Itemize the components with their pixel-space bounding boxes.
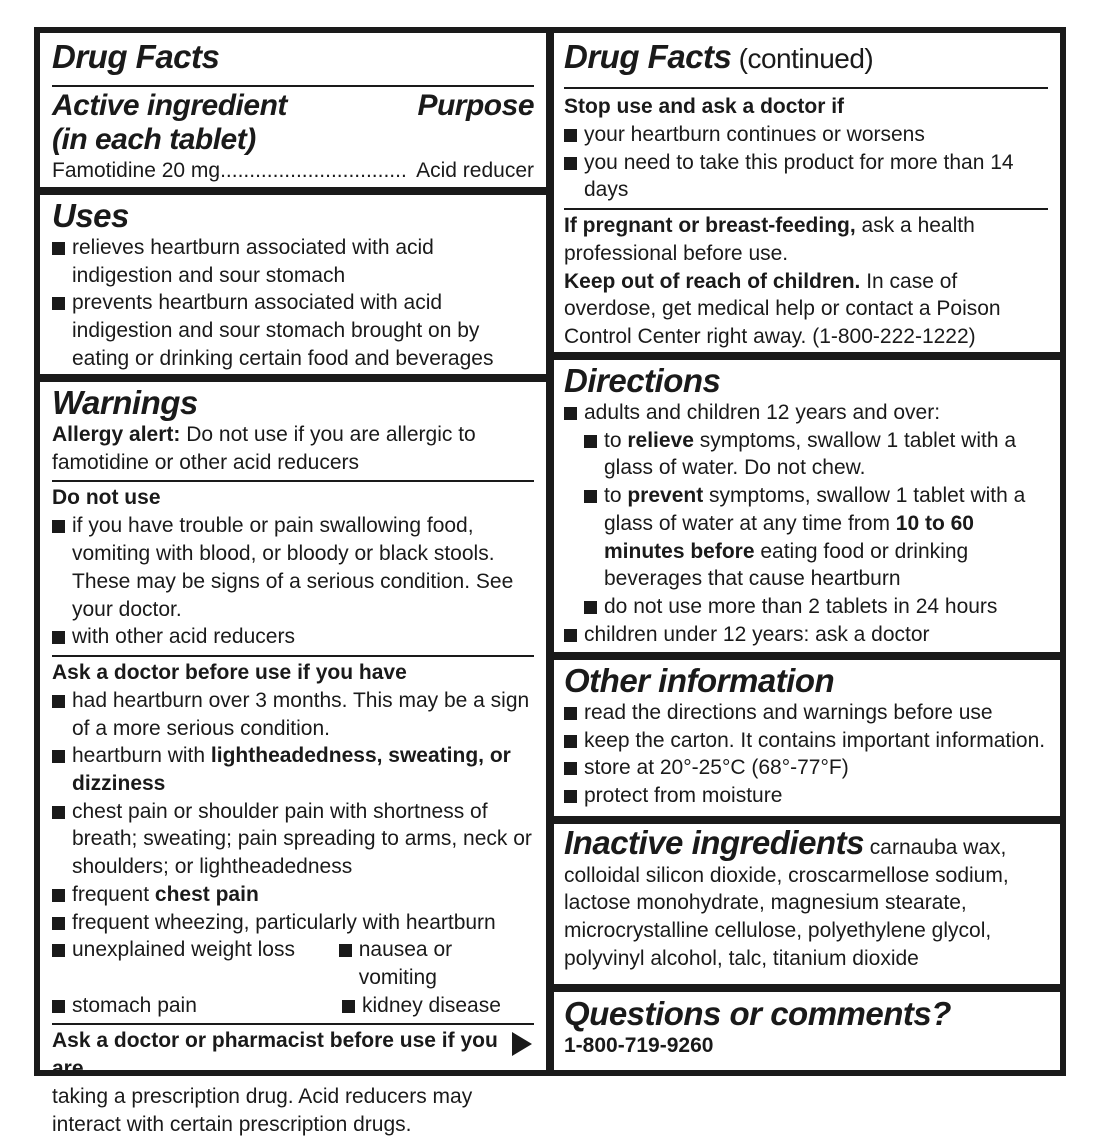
do-not-use-heading: Do not use (52, 486, 161, 510)
ask-doctor-pair (52, 992, 534, 1020)
drug-facts-continued-title (564, 39, 1048, 77)
ingredient-dots: ................................ (220, 159, 407, 182)
ingredient-purpose: Acid reducer (416, 159, 534, 182)
ask-doctor-item: frequent wheezing, particularly with heartburn (52, 909, 534, 937)
directions-subitem: do not use more than 2 tablets in 24 hours (584, 593, 1048, 621)
divider (564, 87, 1048, 89)
sub2-pre: to (604, 484, 628, 508)
ask-doctor-item: stomach pain (52, 992, 342, 1020)
directions-title: Directions (564, 362, 721, 399)
inactive-ingredients-panel (554, 824, 1060, 984)
inactive-ingredients (564, 824, 1048, 973)
keep-text: In case of overdose, get medical help or contact a Poison Control Center right away. (1-800-222-1222) (564, 269, 1001, 348)
directions-subitem (584, 427, 1048, 482)
questions-panel (554, 992, 1060, 1070)
other-info-item: keep the carton. It contains important information. (564, 727, 1048, 755)
ask-doctor-item: unexplained weight loss (52, 936, 339, 991)
uses-item: relieves heartburn associated with acid indigestion and sour stomach (52, 234, 534, 289)
divider (52, 1023, 534, 1025)
questions-title: Questions or comments? (564, 995, 951, 1032)
allergy-text: Do not use if you are allergic to famotidine or other acid reducers (52, 423, 476, 474)
ask-item4-pre: frequent (72, 882, 155, 906)
sub1-bold: relieve (627, 428, 694, 452)
inactive-title: Inactive ingredients (564, 824, 864, 861)
sub2-bold2: 10 to 60 minutes before (604, 511, 974, 563)
ask-doctor-pair (52, 936, 534, 991)
drug-facts-panel (40, 33, 546, 187)
sub1-text: symptoms, swallow 1 tablet with a glass of water. Do not chew. (604, 428, 1017, 480)
ask-doctor-item: nausea or vomiting (339, 936, 534, 991)
other-info-item: protect from moisture (564, 782, 1048, 810)
drug-facts-label (34, 27, 1066, 1137)
ask-doctor-item: chest pain or shoulder pain with shortness of breath; sweating; pain spreading to arms, neck or shoulders; or lightheadedness (52, 798, 534, 881)
stop-use-item: you need to take this product for more than 14 days (564, 149, 1048, 204)
allergy-alert (52, 421, 534, 476)
warnings-title: Warnings (52, 384, 198, 421)
pregnant-label: If pregnant or breast-feeding, (564, 214, 856, 238)
directions-subitems (564, 427, 1048, 621)
keep-label: Keep out of reach of children. (564, 269, 861, 293)
drug-facts-title: Drug Facts (52, 38, 220, 75)
ask-doctor-item (52, 881, 534, 909)
uses-title: Uses (52, 197, 129, 234)
questions-phone: 1-800-719-9260 (564, 1034, 714, 1057)
ask-item2-pre: heartburn with (72, 744, 211, 768)
warnings-panel (40, 382, 546, 1137)
ask-doctor-item (52, 742, 534, 797)
ask-doctor-heading: Ask a doctor before use if you have (52, 660, 407, 684)
continued-suffix: (continued) (731, 43, 874, 74)
ingredient-line (52, 157, 534, 185)
divider (564, 208, 1048, 210)
keep-out-notice (564, 268, 1048, 351)
divider (52, 655, 534, 657)
pharmacist-text: taking a prescription drug. Acid reducers may interact with certain prescription drugs. (52, 1085, 473, 1137)
divider (52, 85, 534, 87)
do-not-use-item: with other acid reducers (52, 623, 534, 651)
allergy-label: Allergy alert: (52, 423, 181, 446)
divider (52, 480, 534, 482)
uses-item: prevents heartburn associated with acid indigestion and sour stomach brought on by eating or drinking certain food and beverages (52, 289, 534, 372)
do-not-use-item: if you have trouble or pain swallowing food, vomiting with blood, or bloody or black stools. These may be signs of a serious condition. See your doctor. (52, 512, 534, 623)
ask-item4-bold: chest pain (154, 882, 259, 906)
sub2-bold: prevent (627, 484, 704, 508)
directions-panel (554, 360, 1060, 652)
ask-doctor-item: had heartburn over 3 months. This may be a sign of a more serious condition. (52, 687, 534, 742)
directions-subitem (584, 482, 1048, 593)
active-ingredient-heading: Active ingredient (52, 89, 287, 122)
pharmacist-heading: Ask a doctor or pharmacist before use if you are (52, 1029, 498, 1081)
pregnant-text: ask a health professional before use. (564, 214, 975, 265)
pregnant-notice (564, 212, 1048, 267)
uses-panel (40, 195, 546, 374)
sub1-pre: to (604, 428, 628, 452)
stop-use-item: your heartburn continues or worsens (564, 121, 1048, 149)
purpose-heading: Purpose (417, 89, 534, 122)
directions-item: adults and children 12 years and over: (564, 399, 1048, 427)
stop-use-heading: Stop use and ask a doctor if (564, 95, 845, 118)
sub2-text2: eating food or drinking beverages that cause heartburn (604, 539, 969, 591)
active-ingredient-sub: (in each tablet) (52, 123, 256, 156)
other-info-item: read the directions and warnings before use (564, 699, 1048, 727)
directions-item: children under 12 years: ask a doctor (564, 621, 1048, 649)
sub2-text: symptoms, swallow 1 tablet with a glass of water at any time from (604, 484, 1026, 535)
other-information-panel (554, 660, 1060, 816)
ask-doctor-item: kidney disease (342, 992, 501, 1020)
continued-title: Drug Facts (564, 38, 732, 75)
other-information-title: Other information (564, 662, 835, 699)
ask-item2-bold: lightheadedness, sweating, or dizziness (72, 744, 511, 796)
continue-arrow-icon (512, 1032, 532, 1056)
inactive-text: carnauba wax, colloidal silicon dioxide, croscarmellose sodium, lactose monohydrate, magnesium stearate, microcrystalline cellulose, polyethylene glycol, polyvinyl alcohol, talc, titanium dioxide (564, 836, 1009, 970)
ingredient-name: Famotidine 20 mg (52, 159, 221, 182)
drug-facts-continued-panel (554, 33, 1060, 352)
other-info-item: store at 20°-25°C (68°-77°F) (564, 754, 1048, 782)
